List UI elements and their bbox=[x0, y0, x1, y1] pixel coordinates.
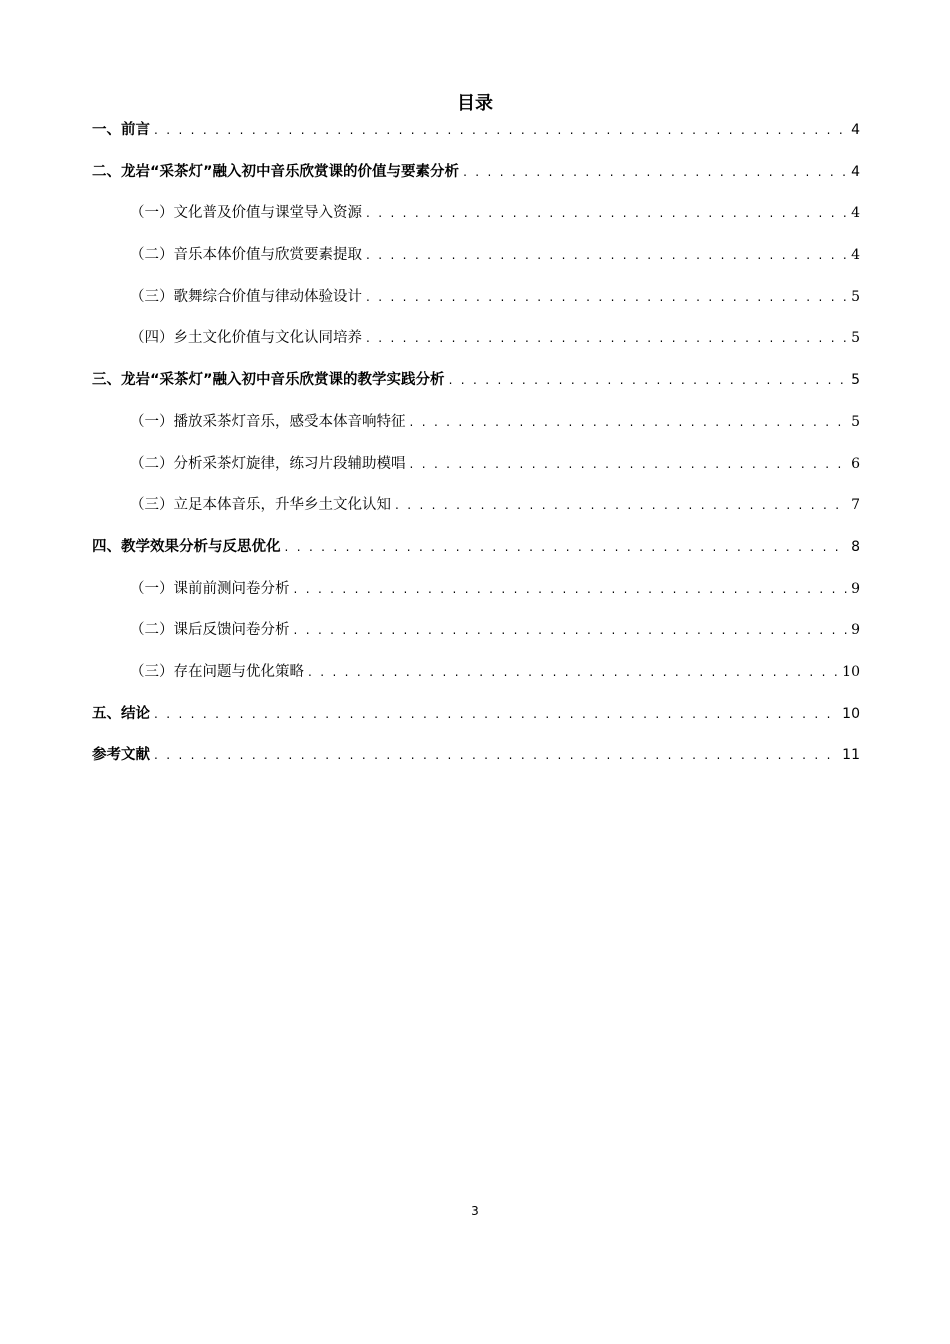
toc-entry-section-2[interactable] bbox=[92, 160, 860, 202]
toc-entry-label: （一）课前前测问卷分析 bbox=[130, 580, 290, 597]
toc-dot-leader bbox=[154, 118, 847, 142]
toc-entry-page: 9 bbox=[851, 580, 860, 597]
toc-dot-leader bbox=[294, 577, 848, 601]
toc-entry-section-2-3[interactable] bbox=[92, 285, 860, 327]
toc-entry-label: 三、龙岩“采茶灯”融入初中音乐欣赏课的教学实践分析 bbox=[92, 372, 445, 389]
page-number: 3 bbox=[471, 1204, 479, 1218]
toc-entry-label: （三）歌舞综合价值与律动体验设计 bbox=[130, 288, 362, 305]
toc-entry-conclusion[interactable] bbox=[92, 702, 860, 744]
toc-dot-leader bbox=[366, 326, 847, 350]
toc-entry-section-3-2[interactable] bbox=[92, 452, 860, 494]
toc-entry-page: 4 bbox=[851, 122, 860, 138]
toc-entry-label: （二）音乐本体价值与欣赏要素提取 bbox=[130, 247, 362, 264]
toc-dot-leader bbox=[366, 243, 847, 267]
toc-entry-page: 10 bbox=[842, 705, 860, 722]
toc-dot-leader bbox=[308, 660, 838, 684]
toc-dot-leader bbox=[463, 160, 847, 184]
toc-entry-page: 5 bbox=[851, 372, 860, 389]
toc-entry-label: （四）乡土文化价值与文化认同培养 bbox=[130, 330, 362, 347]
toc-dot-leader bbox=[285, 535, 848, 559]
toc-entry-page: 4 bbox=[851, 205, 860, 222]
toc-entry-page: 7 bbox=[851, 497, 860, 514]
toc-entry-section-4-3[interactable] bbox=[92, 660, 860, 702]
toc-entry-references[interactable] bbox=[92, 743, 860, 785]
toc-entry-label: （二）课后反馈问卷分析 bbox=[130, 622, 290, 639]
toc-entry-page: 5 bbox=[851, 413, 860, 430]
toc-entry-page: 4 bbox=[851, 247, 860, 264]
toc-dot-leader bbox=[395, 493, 847, 517]
toc-dot-leader bbox=[410, 410, 848, 434]
toc-entry-page: 10 bbox=[842, 663, 860, 680]
toc-entry-label: （一）文化普及价值与课堂导入资源 bbox=[130, 205, 362, 222]
toc-entry-label: 五、结论 bbox=[92, 705, 150, 722]
toc-dot-leader bbox=[154, 743, 838, 767]
toc-entry-page: 9 bbox=[851, 622, 860, 639]
toc-entry-page: 5 bbox=[851, 288, 860, 305]
toc-entry-label: 四、教学效果分析与反思优化 bbox=[92, 538, 281, 555]
toc-dot-leader bbox=[366, 201, 847, 225]
toc-entry-label: 二、龙岩“采茶灯”融入初中音乐欣赏课的价值与要素分析 bbox=[92, 163, 460, 180]
toc-entry-section-2-4[interactable] bbox=[92, 326, 860, 368]
toc-entry-label: （一）播放采茶灯音乐，感受本体音响特征 bbox=[130, 413, 406, 430]
toc-entry-section-4-1[interactable] bbox=[92, 577, 860, 619]
toc-entry-section-3[interactable] bbox=[92, 368, 860, 410]
toc-dot-leader bbox=[294, 618, 848, 642]
toc-entry-page: 4 bbox=[851, 163, 860, 180]
toc-entry-label: （三）存在问题与优化策略 bbox=[130, 663, 304, 680]
toc-title: 目录 bbox=[457, 93, 493, 114]
toc-dot-leader bbox=[154, 702, 838, 726]
toc-entry-preface[interactable] bbox=[92, 118, 860, 160]
toc-entry-label: 参考文献 bbox=[92, 747, 150, 764]
toc-entry-page: 6 bbox=[851, 455, 860, 472]
toc-entry-label: （二）分析采茶灯旋律，练习片段辅助模唱 bbox=[130, 455, 406, 472]
toc-entry-page: 11 bbox=[842, 747, 860, 764]
toc-entry-section-4-2[interactable] bbox=[92, 618, 860, 660]
toc-entry-label: （三）立足本体音乐，升华乡土文化认知 bbox=[130, 497, 391, 514]
toc-entry-section-3-1[interactable] bbox=[92, 410, 860, 452]
toc-entry-section-4[interactable] bbox=[92, 535, 860, 577]
toc-entry-section-2-1[interactable] bbox=[92, 201, 860, 243]
toc-entry-page: 8 bbox=[851, 538, 860, 555]
toc-dot-leader bbox=[366, 285, 847, 309]
toc-dot-leader bbox=[449, 368, 848, 392]
toc-dot-leader bbox=[410, 452, 848, 476]
toc-entry-page: 5 bbox=[851, 330, 860, 347]
toc-entry-section-2-2[interactable] bbox=[92, 243, 860, 285]
toc-list bbox=[92, 118, 860, 785]
toc-entry-label: 一、前言 bbox=[92, 122, 150, 138]
toc-entry-section-3-3[interactable] bbox=[92, 493, 860, 535]
